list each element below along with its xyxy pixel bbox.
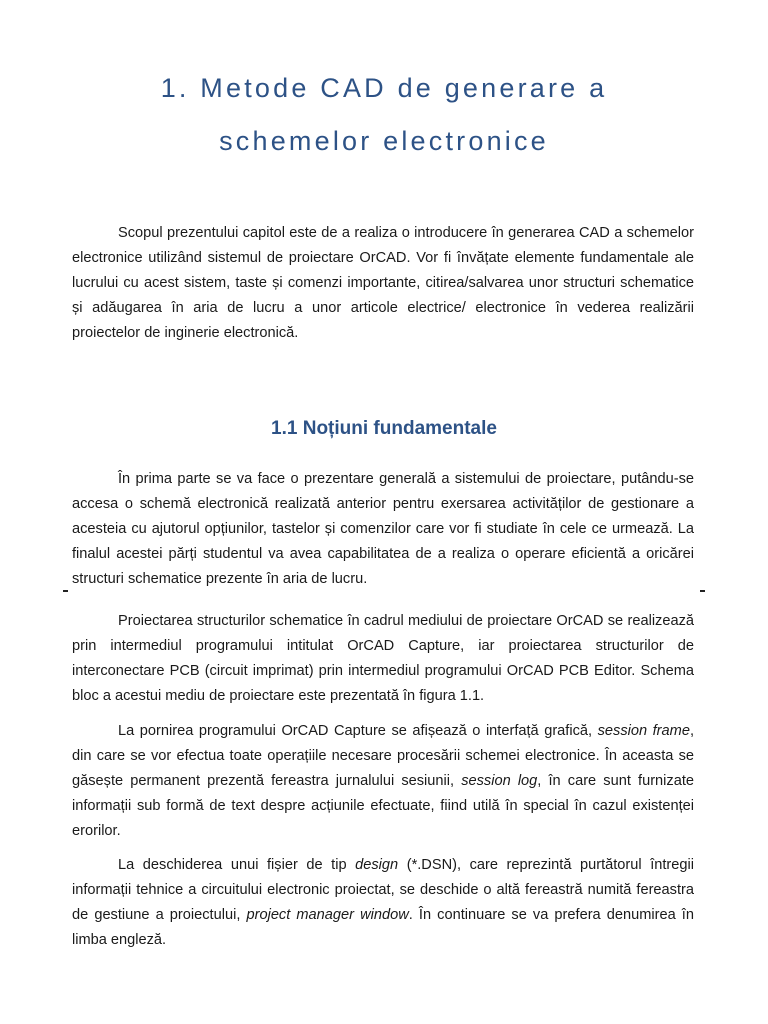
paragraph-text: La deschiderea unui fișier de tip [118, 857, 356, 873]
margin-mark-right [700, 590, 705, 592]
term-project-manager-window: project manager window [246, 907, 409, 923]
section-paragraph-2: Proiectarea structurilor schematice în cadrul mediului de proiectare OrCAD se realizează prin intermediul programului intitulat OrCAD Capture, iar proiectarea structurilor de interconectare PCB (circuit imprimat) prin intermediul programului OrCAD PCB Editor. Schema bloc a acestui mediu de proiectare este prezentată în figura 1.1. [72, 613, 694, 704]
intro-paragraph: Scopul prezentului capitol este de a realiza o introducere în generarea CAD a schemelor electronice utilizând sistemul de proiectare OrCAD. Vor fi învățate elemente fundamentale ale lucrului cu acest sistem, taste și comenzi importante, citirea/salvarea unor structuri schematice și adăugarea în aria de lucru a unor articole electrice/ electronice în vederea realizării proiectelor de inginerie electronică. [72, 225, 694, 341]
chapter-title-line1: 1. Metode CAD de generare a [160, 73, 608, 103]
margin-mark-left [63, 590, 68, 592]
chapter-title-line2: schemelor electronice [219, 126, 549, 156]
section-heading: 1.1 Noțiuni fundamentale [271, 418, 497, 439]
paragraph-text: (*.DSN), care reprezintă purtătorul întregii informații tehnice a circuitului electronic proiectat, se deschide o altă fereastră numită fereastra de gestiune a proiectului, [72, 857, 694, 923]
paragraph-text: La pornirea programului OrCAD Capture se afișează o interfață grafică, [118, 723, 598, 739]
term-design: design [355, 857, 399, 873]
term-session-frame: session frame [597, 723, 690, 739]
paragraph-text: , din care se vor efectua toate operațiile necesare procesării schemei electronice. În aceasta se găsește permanent prezentă fereastra jurnalului sesiunii, [72, 723, 694, 789]
section-paragraph-1: În prima parte se va face o prezentare generală a sistemului de proiectare, putându-se accesa o schemă electronică realizată anterior pentru exersarea activităților de gestionare a acesteia cu ajutorul opțiunilor, tastelor și comenzilor care vor fi studiate în cele ce urmează. La finalul acestei părți studentul va avea capabilitatea de a realiza o operare eficientă a oricărei structuri schematice prezente în aria de lucru. [72, 471, 694, 587]
section-paragraph-3 [72, 719, 694, 844]
term-session-log: session log [461, 773, 538, 789]
paragraph-text: , în care sunt furnizate informații sub formă de text despre acțiunile efectuate, fiind utilă în special în cazul existenței erorilor. [72, 773, 694, 839]
paragraph-text: . În continuare se va prefera denumirea în limba engleză. [72, 907, 694, 948]
section-paragraph-4 [72, 853, 694, 953]
